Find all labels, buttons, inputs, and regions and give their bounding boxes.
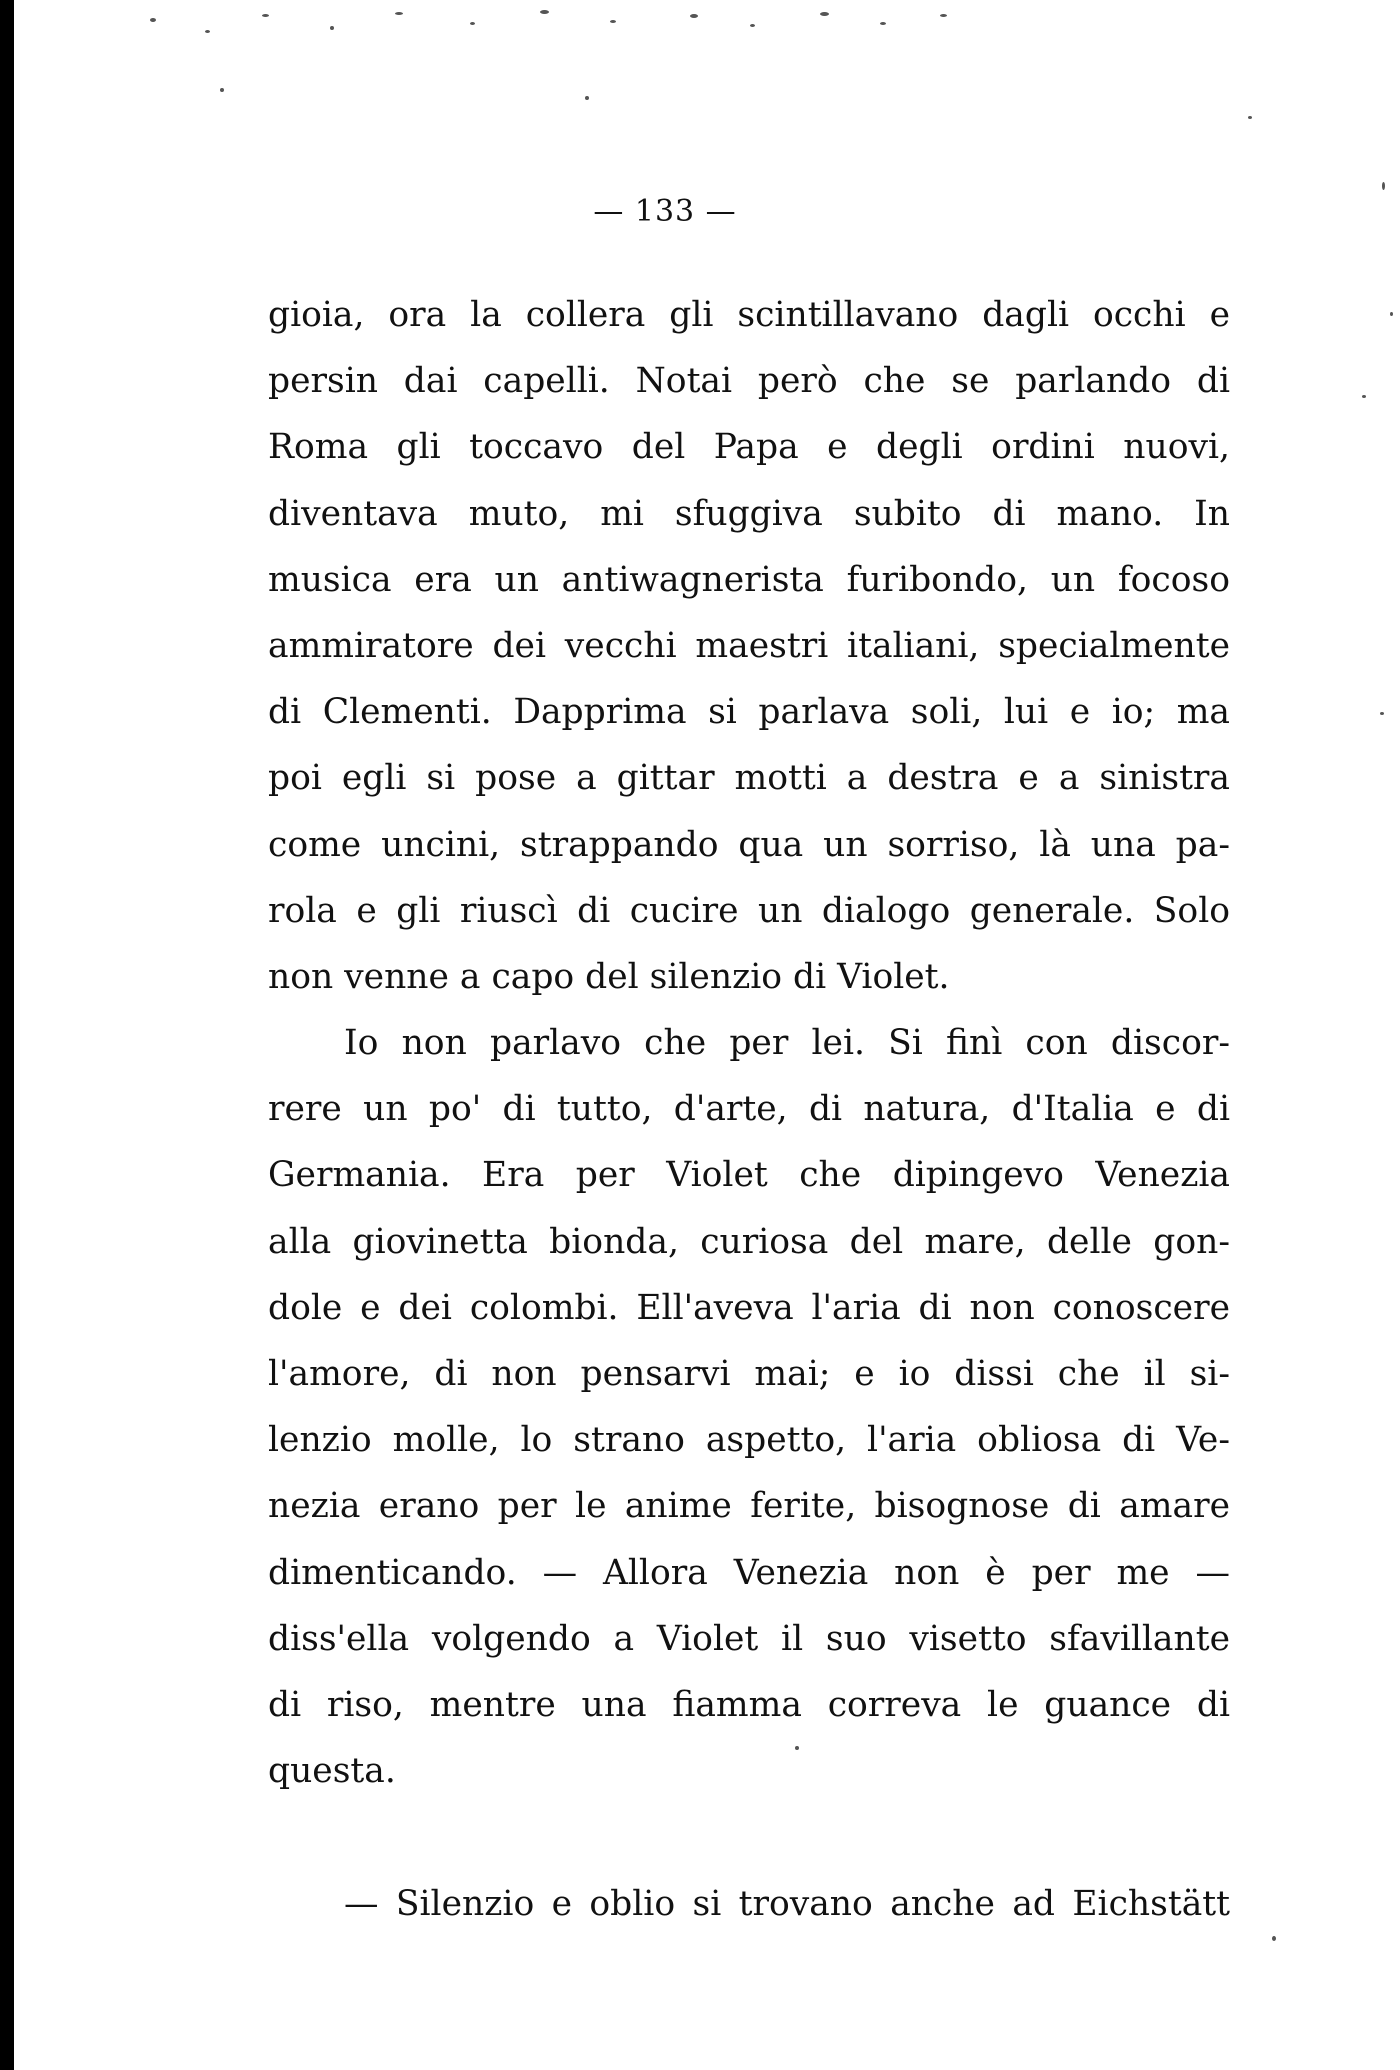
scan-speck — [940, 14, 947, 17]
text-line — [268, 1804, 1230, 1870]
paragraph — [268, 282, 1230, 1010]
text-line: Roma gli toccavo del Papa e degli ordini nuovi, — [268, 427, 1230, 468]
scan-speck — [150, 18, 156, 22]
text-line: dimenticando. — Allora Venezia non è per me — — [268, 1552, 1230, 1593]
scan-speck — [220, 88, 224, 92]
scan-speck — [690, 14, 698, 18]
scan-speck — [1272, 1936, 1276, 1941]
text-line: poi egli si pose a gittar motti a destra e a sinistra — [268, 758, 1230, 799]
body-text — [268, 282, 1230, 1937]
text-line: come uncini, strappando qua un sorriso, là una pa- — [268, 824, 1230, 865]
text-line: Io non parlavo che per lei. Si finì con discor- — [344, 1023, 1230, 1064]
text-line: di Clementi. Dapprima si parlava soli, lui e io; ma — [268, 692, 1230, 733]
scan-speck — [585, 96, 589, 100]
scan-speck — [820, 12, 829, 16]
text-line: nezia erano per le anime ferite, bisognose di amare — [268, 1486, 1230, 1527]
text-line: non venne a capo del silenzio di Violet. — [268, 956, 950, 997]
paragraph — [268, 1871, 1230, 1937]
text-line: — Silenzio e oblio si trovano anche ad Eichstätt — [344, 1883, 1230, 1924]
text-line: gioia, ora la collera gli scintillavano dagli occhi e — [268, 295, 1230, 335]
scan-speck — [205, 30, 210, 33]
scan-speck — [330, 26, 334, 30]
scan-speck — [395, 12, 403, 15]
paragraph — [268, 1010, 1230, 1870]
scan-speck — [262, 14, 269, 17]
scan-speck — [1362, 395, 1366, 398]
text-line: ammiratore dei vecchi maestri italiani, specialmente — [268, 625, 1230, 666]
text-line: alla giovinetta bionda, curiosa del mare, delle gon- — [268, 1221, 1230, 1262]
text-line: questa. — [268, 1751, 396, 1792]
scan-speck — [750, 24, 755, 27]
text-line: Germania. Era per Violet che dipingevo Venezia — [268, 1155, 1230, 1196]
text-line: persin dai capelli. Notai però che se parlando di — [268, 361, 1230, 402]
scan-speck — [1390, 312, 1393, 316]
binding-edge — [0, 0, 14, 2070]
text-line: di riso, mentre una fiamma correva le guance di — [268, 1684, 1230, 1725]
scan-speck — [880, 22, 886, 25]
text-line: dole e dei colombi. Ell'aveva l'aria di non conoscere — [268, 1287, 1230, 1328]
scan-speck — [1380, 712, 1384, 715]
text-line: musica era un antiwagnerista furibondo, un focoso — [268, 559, 1230, 600]
scan-speck — [610, 20, 616, 23]
text-line: lenzio molle, lo strano aspetto, l'aria obliosa di Ve- — [268, 1420, 1230, 1461]
scan-speck — [1248, 116, 1252, 119]
page-number: — 133 — — [593, 194, 737, 229]
text-line: rola e gli riuscì di cucire un dialogo generale. Solo — [268, 890, 1230, 931]
text-line: diss'ella volgendo a Violet il suo visetto sfavillante — [268, 1618, 1230, 1659]
scan-speck — [1382, 182, 1385, 190]
text-line: rere un po' di tutto, d'arte, di natura, d'Italia e di — [268, 1089, 1230, 1130]
text-line: diventava muto, mi sfuggiva subito di mano. In — [268, 493, 1230, 534]
scan-speck — [470, 22, 475, 25]
scan-speck — [540, 10, 549, 14]
text-line: l'amore, di non pensarvi mai; e io dissi che il si- — [268, 1354, 1230, 1394]
